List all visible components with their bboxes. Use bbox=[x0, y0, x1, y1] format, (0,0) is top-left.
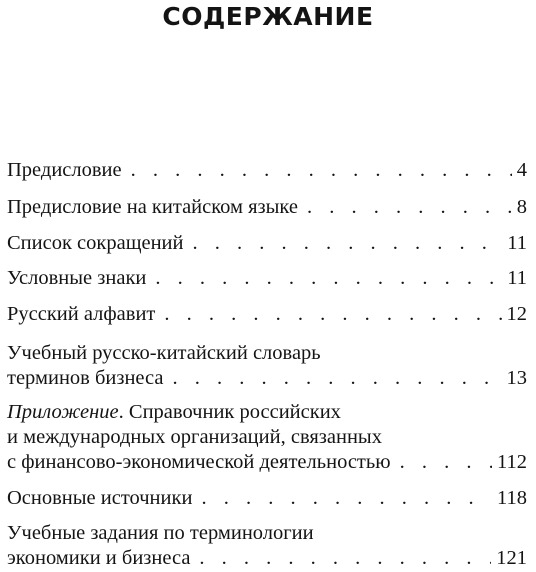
dot-leader bbox=[155, 266, 502, 291]
toc-entry-exercises[interactable] bbox=[7, 521, 527, 571]
toc-entry-title-line: экономики и бизнеса bbox=[7, 547, 191, 569]
dot-leader bbox=[201, 486, 492, 511]
dot-leader bbox=[164, 302, 501, 327]
toc-page-number: 12 bbox=[506, 303, 527, 325]
toc-entry-title-line: и международных организаций, связанных bbox=[7, 426, 382, 448]
toc-entry-alphabet[interactable] bbox=[7, 302, 527, 327]
toc-entry-title-line: Учебный русско-китайский словарь bbox=[7, 342, 321, 364]
toc-page-number: 112 bbox=[497, 451, 527, 473]
toc-entry-title: Предисловие на китайском языке bbox=[7, 196, 298, 218]
dot-leader bbox=[193, 231, 503, 256]
toc-entry-sources[interactable] bbox=[7, 486, 527, 511]
toc-page-number: 11 bbox=[507, 267, 527, 289]
toc-page-number: 13 bbox=[506, 367, 527, 389]
toc-entry-title: Список сокращений bbox=[7, 232, 184, 254]
dot-leader bbox=[199, 546, 491, 571]
toc-entry-preface[interactable] bbox=[7, 158, 527, 183]
toc-entry-symbols[interactable] bbox=[7, 266, 527, 291]
toc-entry-preface-chinese[interactable] bbox=[7, 195, 527, 220]
toc-entry-title-line: Учебные задания по терминологии bbox=[7, 522, 314, 544]
toc-page-number: 8 bbox=[516, 196, 527, 218]
toc-entry-italic-prefix: Приложение bbox=[7, 401, 119, 423]
toc-page-number: 121 bbox=[496, 547, 527, 569]
toc-entry-title: Русский алфавит bbox=[7, 303, 156, 325]
toc-entry-abbreviations[interactable] bbox=[7, 231, 527, 256]
toc-entry-title-line: терминов бизнеса bbox=[7, 367, 164, 389]
dot-leader bbox=[307, 195, 512, 220]
toc-entry-title: Условные знаки bbox=[7, 267, 147, 289]
toc-entry-title-line: . Справочник российских bbox=[118, 401, 341, 423]
toc-entry-title-line: с финансово-экономической деятельностью bbox=[7, 451, 391, 473]
toc-page-number: 4 bbox=[516, 159, 527, 181]
toc-page-number: 118 bbox=[497, 487, 527, 509]
dot-leader bbox=[400, 450, 492, 475]
dot-leader bbox=[173, 366, 502, 391]
dot-leader bbox=[131, 158, 512, 183]
toc-entry-title: Основные источники bbox=[7, 487, 193, 509]
page-title: СОДЕРЖАНИЕ bbox=[162, 2, 374, 31]
toc-entry-dictionary[interactable] bbox=[7, 341, 527, 391]
toc-entry-title: Предисловие bbox=[7, 159, 122, 181]
toc-entry-appendix[interactable] bbox=[7, 400, 527, 475]
toc-page-number: 11 bbox=[507, 232, 527, 254]
